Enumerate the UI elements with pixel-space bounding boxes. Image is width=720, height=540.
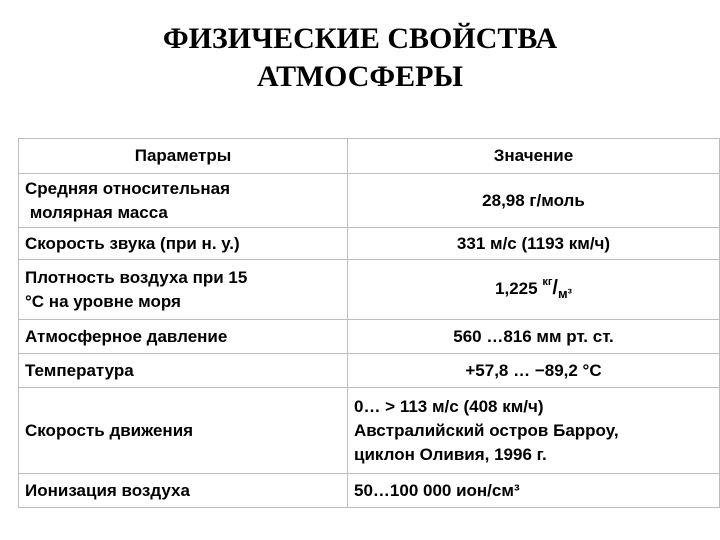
- value-cell: 560 …816 мм рт. ст.: [348, 320, 720, 354]
- param-cell: Температура: [19, 354, 348, 388]
- density-unit-numerator: кг: [542, 276, 553, 288]
- param-cell: Скорость движения: [19, 388, 348, 474]
- table-row: [19, 260, 720, 320]
- param-cell: Атмосферное давление: [19, 320, 348, 354]
- value-cell: 28,98 г/моль: [348, 174, 720, 228]
- title-line-1: ФИЗИЧЕСКИЕ СВОЙСТВА: [162, 22, 558, 55]
- value-cell: +57,8 … −89,2 °С: [348, 354, 720, 388]
- value-cell: 331 м/с (1193 км/ч): [348, 228, 720, 260]
- header-value: Значение: [348, 139, 720, 174]
- value-cell: 0… > 113 м/с (408 км/ч) Австралийский остров Барроу, циклон Оливия, 1996 г.: [348, 388, 720, 474]
- param-cell: Ионизация воздуха: [19, 474, 348, 508]
- param-cell: Средняя относительная молярная масса: [19, 174, 348, 228]
- fraction-slash: /: [552, 277, 558, 299]
- density-unit-denominator: м³: [557, 286, 572, 301]
- param-cell: Скорость звука (при н. у.): [19, 228, 348, 260]
- table-row: [19, 474, 720, 508]
- param-cell: Плотность воздуха при 15 °C на уровне моря: [19, 260, 348, 320]
- slide-title: [0, 20, 720, 96]
- value-cell: [348, 260, 720, 320]
- table-row: [19, 320, 720, 354]
- value-cell: 50…100 000 ион/см³: [348, 474, 720, 508]
- properties-table: [18, 138, 720, 508]
- table-header-row: [19, 139, 720, 174]
- table-row: [19, 174, 720, 228]
- table-row: [19, 388, 720, 474]
- header-param: Параметры: [19, 139, 348, 174]
- title-line-2: АТМОСФЕРЫ: [257, 60, 463, 93]
- table-row: [19, 228, 720, 260]
- density-number: 1,225: [495, 279, 538, 298]
- table-row: [19, 354, 720, 388]
